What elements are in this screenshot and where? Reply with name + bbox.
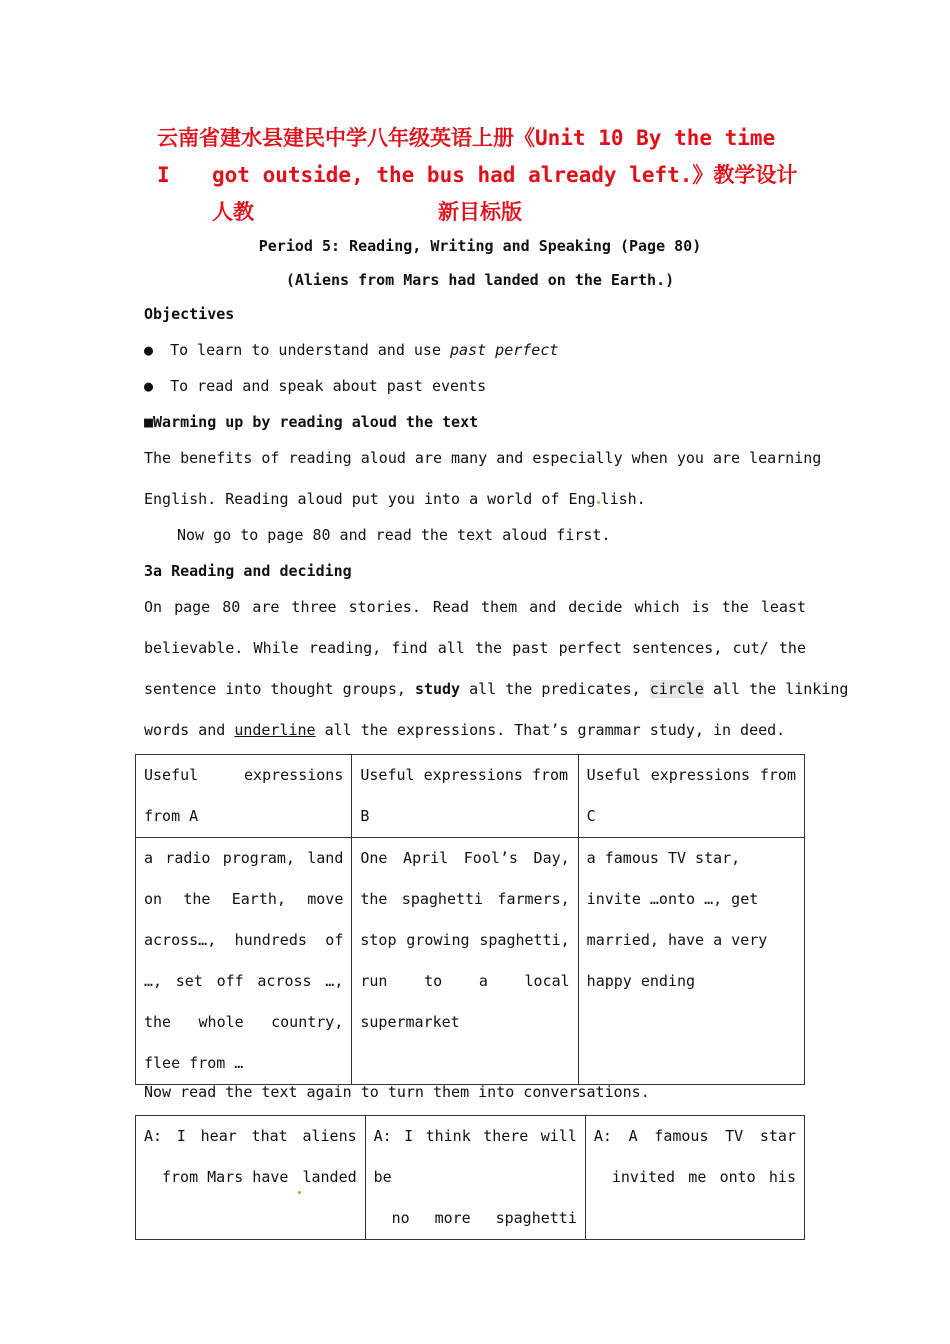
- warming-paragraph-2: Now go to page 80 and read the text aloud first.: [177, 526, 611, 544]
- conv-text: landed: [302, 1168, 357, 1186]
- para-3a-line-3: [144, 680, 849, 698]
- study-emphasis: study: [414, 680, 461, 698]
- bullet-icon: ●: [144, 341, 154, 359]
- table-header-cell: Useful expressions from A: [136, 755, 352, 838]
- para-3a-line-1: On page 80 are three stories. Read them and decide which is the least: [144, 598, 806, 616]
- period-heading: Period 5: Reading, Writing and Speaking (Page 80): [258, 237, 702, 255]
- para-text: sentence into thought groups,: [144, 680, 415, 698]
- objective-item: [144, 341, 558, 359]
- conv-line: [144, 1157, 357, 1198]
- conv-line: invited me onto his: [611, 1168, 796, 1186]
- para-3a-line-2: believable. While reading, find all the past perfect sentences, cut/ the: [144, 639, 806, 657]
- bullet-icon: ●: [144, 377, 154, 395]
- objective-italic-text: past perfect: [450, 341, 559, 359]
- table-row: [136, 1116, 805, 1240]
- table-row: [136, 838, 805, 1085]
- section-3a-heading: 3a Reading and deciding: [144, 562, 352, 580]
- para-text: all the predicates,: [460, 680, 650, 698]
- warming-heading: ■Warming up by reading aloud the text: [144, 413, 479, 431]
- document-title-line-3: 新目标版: [438, 200, 522, 224]
- objective-text: To learn to understand and use: [170, 341, 451, 359]
- table-cell: [365, 1116, 585, 1240]
- conv-line: A: I think there will be: [373, 1127, 577, 1186]
- objective-text: To read and speak about past events: [170, 377, 487, 395]
- warming-paragraph-line-1: The benefits of reading aloud are many and especially when you are learning: [144, 449, 822, 467]
- para-3a-line-4: [144, 721, 785, 739]
- table-cell: [136, 1116, 366, 1240]
- table-cell: One April Fool’s Day, the spaghetti farmers, stop growing spaghetti, run to a local supermarket: [352, 838, 578, 1085]
- objectives-heading: Objectives: [144, 305, 235, 323]
- para-text: all the expressions. That’s grammar study, in deed.: [315, 721, 786, 739]
- objective-item: [144, 377, 486, 395]
- document-title-line-1: 云南省建水县建民中学八年级英语上册《Unit 10 By the time I: [157, 126, 776, 187]
- underline-emphasis: underline: [234, 721, 316, 739]
- table-cell: a famous TV star, invite …onto …, get married, have a very happy ending: [578, 838, 804, 1085]
- table-cell: [585, 1116, 804, 1240]
- para-text: words and: [144, 721, 235, 739]
- conv-text: from Mars have: [162, 1168, 298, 1186]
- table-header-row: [136, 755, 805, 838]
- table-cell: a radio program, land on the Earth, move across…, hundreds of …, set off across …, the whole country, flee from …: [136, 838, 352, 1085]
- table-header-cell: Useful expressions from C: [578, 755, 804, 838]
- lesson-subtitle: (Aliens from Mars had landed on the Earth.): [285, 271, 675, 289]
- warming-paragraph-line-2: [144, 490, 646, 508]
- para-text: all the linking: [703, 680, 849, 698]
- conv-line: A: A famous TV star: [593, 1127, 796, 1145]
- circle-emphasis: circle: [649, 680, 704, 698]
- document-title-line-2: got outside, the bus had already left.》教学设计 人教: [212, 163, 798, 224]
- conv-line: A: I hear that aliens: [144, 1127, 357, 1145]
- mark-dot-icon: [597, 501, 600, 504]
- table-header-cell: Useful expressions from B: [352, 755, 578, 838]
- warming-text: lish.: [600, 490, 646, 508]
- warming-text: English. Reading aloud put you into a world of Eng: [144, 490, 596, 508]
- conv-line: no more spaghetti: [391, 1209, 577, 1227]
- mark-dot-icon: [298, 1191, 301, 1194]
- expressions-table: [135, 754, 805, 1085]
- conversation-table: [135, 1115, 805, 1240]
- after-table-text: Now read the text again to turn them into conversations.: [144, 1083, 650, 1101]
